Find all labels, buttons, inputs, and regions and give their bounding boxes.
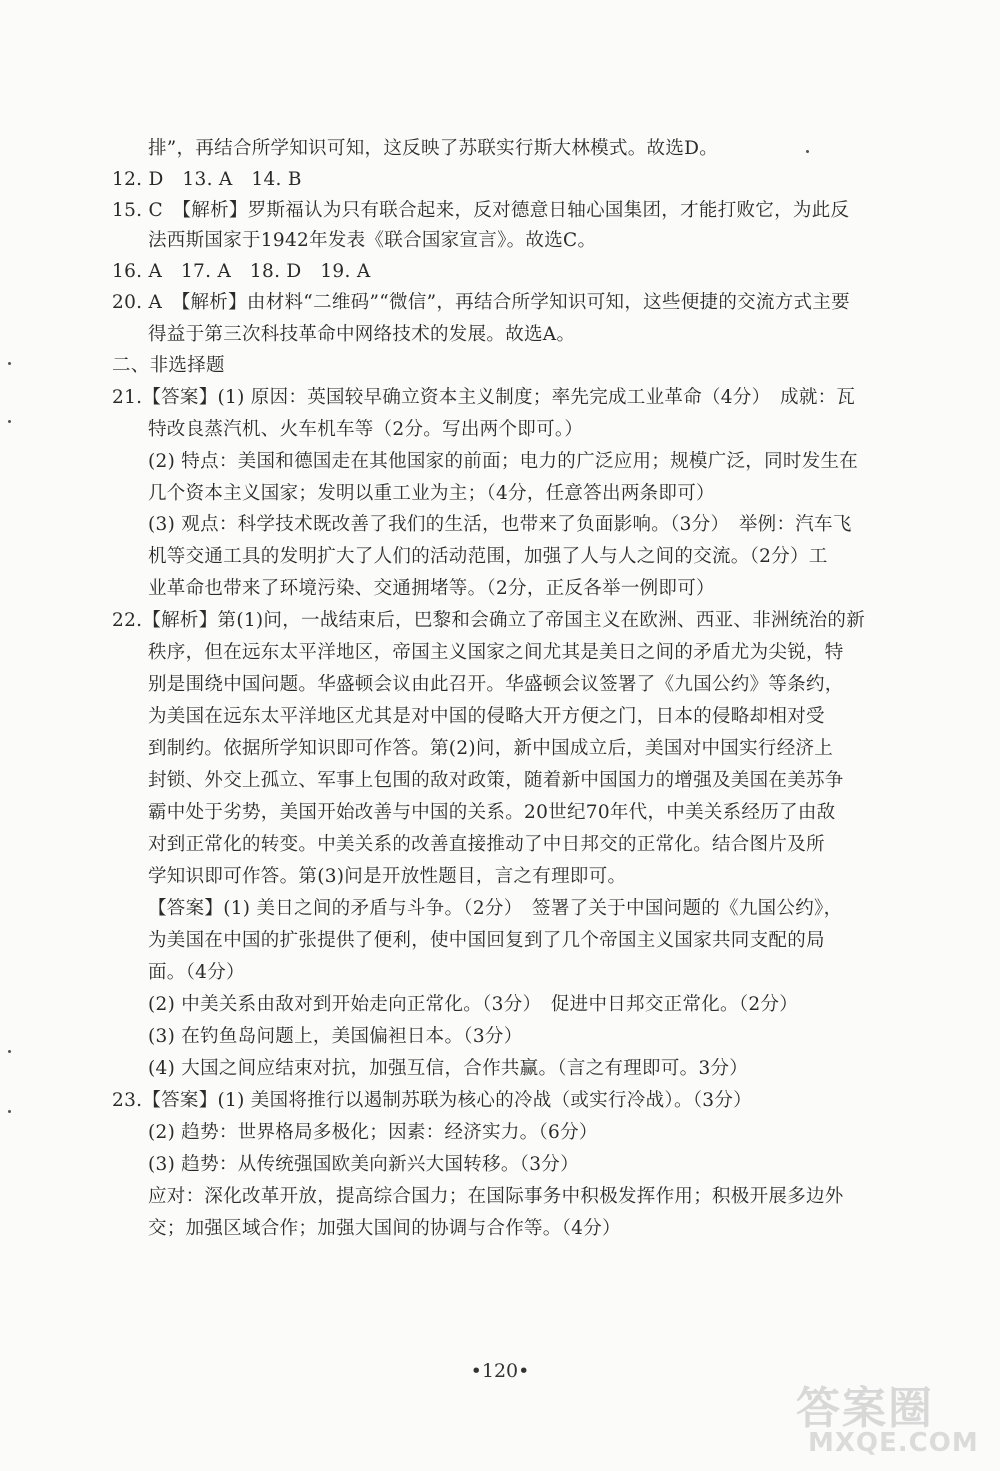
text-line: 应对：深化改革开放，提高综合国力；在国际事务中积极发挥作用；积极开展多边外 (148, 1186, 844, 1207)
text-line: 到制约。依据所学知识即可作答。第(2)问，新中国成立后，美国对中国实行经济上 (148, 738, 834, 759)
watermark-logo-text: 答案圈 (796, 1383, 934, 1434)
scan-speck (806, 150, 809, 153)
text-line: 【答案】(1) 美日之间的矛盾与斗争。（2分） 签署了关于中国问题的《九国公约》， (148, 898, 843, 919)
text-line: 业革命也带来了环境污染、交通拥堵等。（2分，正反各举一例即可） (148, 578, 715, 599)
text-line: (2) 中美关系由敌对到开始走向正常化。（3分） 促进中日邦交正常化。（2分） (148, 994, 799, 1015)
text-line: 为美国在远东太平洋地区尤其是对中国的侵略大开方便之门，日本的侵略却相对受 (148, 706, 825, 727)
answer-line: 20. A 【解析】由材料“二维码”“微信”，再结合所学知识可知，这些便捷的交流方式主要 (112, 292, 850, 313)
text-line: 为美国在中国的扩张提供了便利，使中国回复到了几个帝国主义国家共同支配的局 (148, 930, 825, 951)
text-line: (4) 大国之间应结束对抗，加强互信，合作共赢。（言之有理即可。3分） (148, 1058, 749, 1079)
text-line: 学知识即可作答。第(3)问是开放性题目，言之有理即可。 (148, 866, 627, 887)
text-line: (2) 趋势：世界格局多极化；因素：经济实力。（6分） (148, 1122, 598, 1143)
text-line: 法西斯国家于1942年发表《联合国家宣言》。故选C。 (148, 230, 597, 251)
scan-speck (8, 1110, 11, 1113)
text-line: 机等交通工具的发明扩大了人们的活动范围，加强了人与人之间的交流。（2分）工 (148, 546, 828, 567)
text-line: 特改良蒸汽机、火车机车等（2分。写出两个即可。） (148, 419, 584, 440)
text-line: 对到正常化的转变。中美关系的改善直接推动了中日邦交的正常化。结合图片及所 (148, 834, 825, 855)
text-line: (3) 趋势：从传统强国欧美向新兴大国转移。（3分） (148, 1154, 579, 1175)
answer-line: 23.【答案】(1) 美国将推行以遏制苏联为核心的冷战（或实行冷战）。（3分） (112, 1090, 752, 1111)
text-line: 面。（4分） (148, 962, 245, 983)
answer-line: 15. C 【解析】罗斯福认为只有联合起来，反对德意日轴心国集团，才能打败它，为此反 (112, 200, 850, 221)
answer-line: 12. D 13. A 14. B (112, 169, 302, 190)
text-line: 秩序，但在远东太平洋地区，帝国主义国家之间尤其是美日之间的矛盾尤为尖锐，特 (148, 642, 844, 663)
watermark-site-text: MXQE.COM (808, 1428, 979, 1458)
page-number: •120• (470, 1360, 530, 1382)
answer-line: 16. A 17. A 18. D 19. A (112, 261, 371, 282)
scan-speck (8, 420, 11, 423)
scan-speck (8, 1050, 11, 1053)
text-line: (2) 特点：美国和德国走在其他国家的前面；电力的广泛应用；规模广泛，同时发生在 (148, 451, 859, 472)
text-line: (3) 观点：科学技术既改善了我们的生活，也带来了负面影响。（3分） 举例：汽车飞 (148, 514, 852, 535)
text-line: 封锁、外交上孤立、军事上包围的敌对政策，随着新中国国力的增强及美国在美苏争 (148, 770, 844, 791)
text-line: (3) 在钓鱼岛问题上，美国偏袒日本。（3分） (148, 1026, 523, 1047)
section-heading: 二、非选择题 (112, 355, 225, 376)
watermark-logo (788, 1372, 978, 1462)
answer-line: 22.【解析】第(1)问，一战结束后，巴黎和会确立了帝国主义在欧洲、西亚、非洲统治的新 (112, 610, 866, 631)
text-line: 别是围绕中国问题。华盛顿会议由此召开。华盛顿会议签署了《九国公约》等条约， (148, 674, 844, 695)
scan-speck (8, 362, 11, 365)
text-line: 几个资本主义国家；发明以重工业为主；（4分，任意答出两条即可） (148, 483, 715, 504)
answer-line: 21.【答案】(1) 原因：英国较早确立资本主义制度；率先完成工业革命（4分） 成就：瓦 (112, 387, 856, 408)
text-line: 排”，再结合所学知识可知，这反映了苏联实行斯大林模式。故选D。 (148, 138, 719, 159)
text-line: 霸中处于劣势，美国开始改善与中国的关系。20世纪70年代，中美关系经历了由敌 (148, 802, 836, 823)
text-line: 交；加强区域合作；加强大国间的协调与合作等。（4分） (148, 1218, 621, 1239)
text-line: 得益于第三次科技革命中网络技术的发展。故选A。 (148, 324, 576, 345)
